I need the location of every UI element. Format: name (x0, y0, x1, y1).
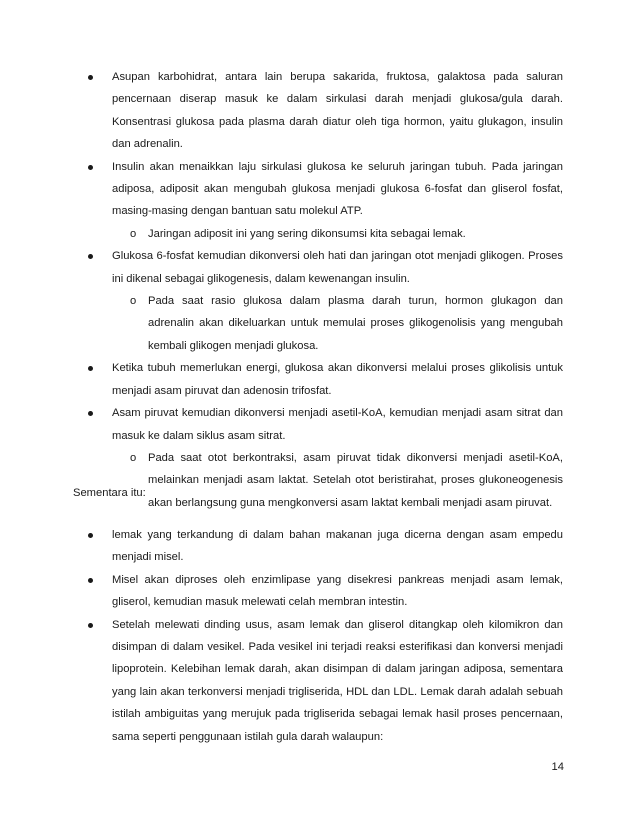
list-item (0, 614, 638, 748)
bullet-icon (88, 254, 93, 259)
list-item (0, 66, 638, 156)
sub-list-item (0, 290, 638, 357)
list-item (0, 245, 638, 357)
bullet-list-2 (0, 524, 638, 748)
sub-bullet-marker: o (130, 295, 137, 308)
list-item-text: Asupan karbohidrat, antara lain berupa sakarida, fruktosa, galaktosa pada saluran pencernaan diserap masuk ke dalam sirkulasi darah menjadi glukosa/gula darah. Konsentrasi glukosa pada plasma darah diatur oleh tiga hormon, yaitu glukagon, insulin dan adrenalin. (112, 71, 563, 151)
section-intro-text: Sementara itu: (73, 487, 146, 499)
bullet-icon (88, 75, 93, 80)
bullet-icon (88, 533, 93, 538)
sub-bullet-marker: o (130, 227, 137, 240)
list-item-text: Setelah melewati dinding usus, asam lemak dan gliserol ditangkap oleh kilomikron dan disimpan di dalam vesikel. Pada vesikel ini terjadi reaksi esterifikasi dan konversi menjadi lipoprotein. Kelebihan lemak darah, akan disimpan di dalam jaringan adiposa, sementara yang lain akan terkonversi menjadi trigliserida, HDL dan LDL. Lemak darah adalah sebuah istilah ambiguitas yang merujuk pada trigliserida sebagai lemak hasil proses pencernaan, sama seperti penggunaan istilah gula darah walaupun: (112, 618, 563, 743)
sub-list-item-text: Jaringan adiposit ini yang sering dikonsumsi kita sebagai lemak. (148, 227, 466, 240)
sub-bullet-marker: o (130, 451, 137, 464)
sub-list-item-text: Pada saat otot berkontraksi, asam piruvat tidak dikonversi menjadi asetil-KoA, melainkan menjadi asam laktat. Setelah otot beristirahat, proses glukoneogenesis akan berlangsung guna mengkonversi asam laktat kembali menjadi asam piruvat. (148, 451, 563, 509)
sub-list-item (0, 223, 638, 245)
list-item-text: lemak yang terkandung di dalam bahan makanan juga dicerna dengan asam empedu menjadi misel. (112, 529, 563, 564)
bullet-icon (88, 623, 93, 628)
list-item-text: Asam piruvat kemudian dikonversi menjadi asetil-KoA, kemudian menjadi asam sitrat dan masuk ke dalam siklus asam sitrat. (112, 407, 563, 442)
bullet-icon (88, 165, 93, 170)
list-item (0, 569, 638, 614)
list-item (0, 156, 638, 246)
bullet-icon (88, 366, 93, 371)
list-item (0, 357, 638, 402)
list-item (0, 524, 638, 569)
list-item-text: Misel akan diproses oleh enzimlipase yang disekresi pankreas menjadi asam lemak, gliserol, kemudian masuk melewati celah membran intestin. (112, 573, 563, 609)
bullet-list-1 (0, 66, 638, 514)
list-item-text: Glukosa 6-fosfat kemudian dikonversi oleh hati dan jaringan otot menjadi glikogen. Proses ini dikenal sebagai glikogenesis, dalam kewenangan insulin. (112, 250, 563, 285)
sub-list-item-text: Pada saat rasio glukosa dalam plasma darah turun, hormon glukagon dan adrenalin akan dikeluarkan untuk memulai proses glikogenolisis yang mengubah kembali glikogen menjadi glukosa. (148, 295, 563, 352)
bullet-icon (88, 411, 93, 416)
bullet-icon (88, 578, 93, 583)
list-item-text: Ketika tubuh memerlukan energi, glukosa akan dikonversi melalui proses glikolisis untuk menjadi asam piruvat dan adenosin trifosfat. (112, 362, 563, 397)
page-number: 14 (551, 761, 564, 773)
list-item-text: Insulin akan menaikkan laju sirkulasi glukosa ke seluruh jaringan tubuh. Pada jaringan adiposa, adiposit akan mengubah glukosa menjadi glukosa 6-fosfat dan gliserol fosfat, masing-masing dengan bantuan satu molekul ATP. (112, 160, 563, 218)
